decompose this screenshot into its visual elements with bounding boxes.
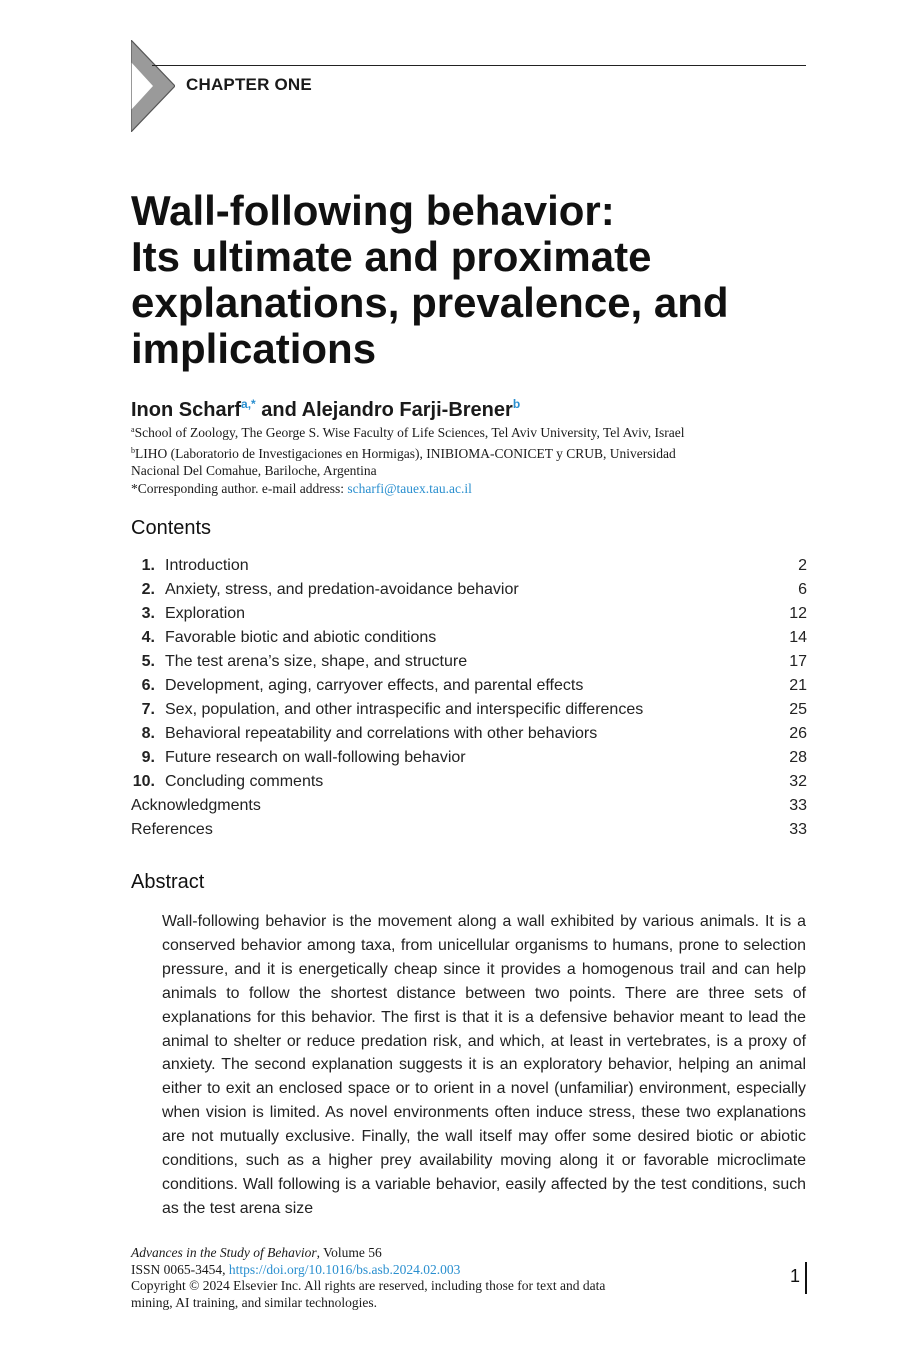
toc-item[interactable] xyxy=(131,653,807,677)
journal-volume: , Volume 56 xyxy=(316,1245,382,1260)
toc-page: 21 xyxy=(789,677,807,694)
title-line: implications xyxy=(131,325,377,372)
toc-page: 17 xyxy=(789,653,807,670)
contents-heading: Contents xyxy=(131,517,212,539)
affiliation-text: LIHO (Laboratorio de Investigaciones en Hormigas), INIBIOMA-CONICET y CRUB, Universidad xyxy=(135,445,676,461)
title-line: explanations, prevalence, and xyxy=(131,279,729,326)
toc-page: 33 xyxy=(789,797,807,814)
table-of-contents xyxy=(131,557,807,845)
toc-number: 1. xyxy=(141,557,155,574)
affiliation-b xyxy=(131,442,811,463)
toc-title: Development, aging, carryover effects, and parental effects xyxy=(165,677,584,694)
author-first: Inon Scharf xyxy=(131,399,242,421)
toc-number: 3. xyxy=(141,605,155,622)
toc-item[interactable] xyxy=(131,677,807,701)
corresponding-prefix: *Corresponding author. e-mail address: xyxy=(131,480,348,496)
toc-item-acknowledgments[interactable] xyxy=(131,797,807,821)
toc-item[interactable] xyxy=(131,773,807,797)
affiliation-b-cont: Nacional Del Comahue, Bariloche, Argentina xyxy=(131,463,377,478)
affiliation-mark: b xyxy=(131,445,135,455)
abstract-heading: Abstract xyxy=(131,871,205,893)
toc-title: Favorable biotic and abiotic conditions xyxy=(165,629,437,646)
footer-copyright-cont: mining, AI training, and similar technologies. xyxy=(131,1294,377,1310)
toc-number: 6. xyxy=(141,677,155,694)
author-second-affiliation-mark[interactable]: b xyxy=(512,397,521,411)
toc-page: 26 xyxy=(789,725,807,742)
page-number-bar xyxy=(805,1262,807,1294)
toc-page: 2 xyxy=(798,557,807,574)
toc-item[interactable] xyxy=(131,581,807,605)
toc-number: 8. xyxy=(141,725,155,742)
toc-page: 14 xyxy=(789,629,807,646)
toc-item[interactable] xyxy=(131,629,807,653)
toc-item-references[interactable] xyxy=(131,821,807,845)
toc-item[interactable] xyxy=(131,557,807,581)
affiliation-text: School of Zoology, The George S. Wise Faculty of Life Sciences, Tel Aviv University, Tel Aviv, Israel xyxy=(134,425,685,440)
toc-title: References xyxy=(131,821,213,838)
toc-title: Introduction xyxy=(165,557,249,574)
chapter-chevron-icon xyxy=(131,40,175,132)
title-line: Wall-following behavior: xyxy=(131,187,615,234)
issn: ISSN 0065-3454, xyxy=(131,1261,229,1277)
toc-title: The test arena’s size, shape, and structure xyxy=(165,653,468,670)
toc-item[interactable] xyxy=(131,725,807,749)
doi-link[interactable]: https://doi.org/10.1016/bs.asb.2024.02.003 xyxy=(228,1261,461,1277)
toc-title: Acknowledgments xyxy=(131,797,261,814)
toc-item[interactable] xyxy=(131,749,807,773)
toc-page: 12 xyxy=(789,605,807,622)
toc-number: 10. xyxy=(132,773,155,790)
chapter-label: CHAPTER ONE xyxy=(186,75,312,94)
toc-page: 32 xyxy=(789,773,807,790)
affiliation-a xyxy=(131,421,811,442)
toc-title: Anxiety, stress, and predation-avoidance behavior xyxy=(165,581,519,598)
title-line: Its ultimate and proximate xyxy=(131,233,652,280)
toc-page: 25 xyxy=(789,701,807,718)
affiliation-mark: a xyxy=(131,425,135,434)
author-connector: and xyxy=(255,399,302,421)
toc-number: 7. xyxy=(141,701,155,718)
author-line xyxy=(131,397,520,422)
author-first-affiliation-mark[interactable]: a,* xyxy=(241,397,256,411)
footer xyxy=(131,1245,731,1311)
toc-number: 4. xyxy=(141,629,155,646)
toc-title: Concluding comments xyxy=(165,773,324,790)
toc-item[interactable] xyxy=(131,701,807,725)
toc-item[interactable] xyxy=(131,605,807,629)
page-number: 1 xyxy=(790,1266,801,1286)
toc-title: Future research on wall-following behavior xyxy=(165,749,466,766)
abstract-text: Wall-following behavior is the movement along a wall exhibited by various animals. It is a conserved behavior among taxa, from unicellular organisms to humans, prone to selection pressure, and it is energetically cheap since it provides a homogenous trail and can help animals to follow the shortest distance between two points. There are three sets of explanations for this behavior. The first is that it is a defensive behavior meant to lead the animal to shelter or reduce predation risk, and which, at least in vertebrates, is a proxy of anxiety. The second explanation suggests it is an exploratory behavior, helping an animal either to exit an enclosed space or to orient in a novel (unfamiliar) environment, especially when vision is limited. As novel environments often induce stress, these two explanations are not mutually exclusive. Finally, the wall itself may offer some desired biotic or abiotic conditions, such as a higher prey availability moving along it or favorable microclimate conditions. Wall following is a variable behavior, easily affected by the test conditions, such as the test arena size xyxy=(162,913,806,1217)
footer-journal xyxy=(131,1245,731,1262)
toc-title: Sex, population, and other intraspecific and interspecific differences xyxy=(165,701,644,718)
toc-number: 5. xyxy=(141,653,155,670)
toc-title: Exploration xyxy=(165,605,246,622)
author-second: Alejandro Farji-Brener xyxy=(301,399,513,421)
affiliations xyxy=(131,421,811,497)
corresponding-author xyxy=(131,480,811,498)
toc-page: 28 xyxy=(789,749,807,766)
footer-copyright: Copyright © 2024 Elsevier Inc. All rights are reserved, including those for text and data xyxy=(131,1278,606,1293)
toc-page: 6 xyxy=(798,581,807,598)
email-link[interactable]: scharfi@tauex.tau.ac.il xyxy=(347,480,472,496)
toc-title: Behavioral repeatability and correlations with other behaviors xyxy=(165,725,598,742)
toc-number: 2. xyxy=(141,581,155,598)
chapter-rule xyxy=(152,65,806,66)
toc-number: 9. xyxy=(141,749,155,766)
footer-issn xyxy=(131,1262,731,1279)
journal-name: Advances in the Study of Behavior xyxy=(131,1245,317,1260)
toc-page: 33 xyxy=(789,821,807,838)
article-title xyxy=(131,188,831,372)
